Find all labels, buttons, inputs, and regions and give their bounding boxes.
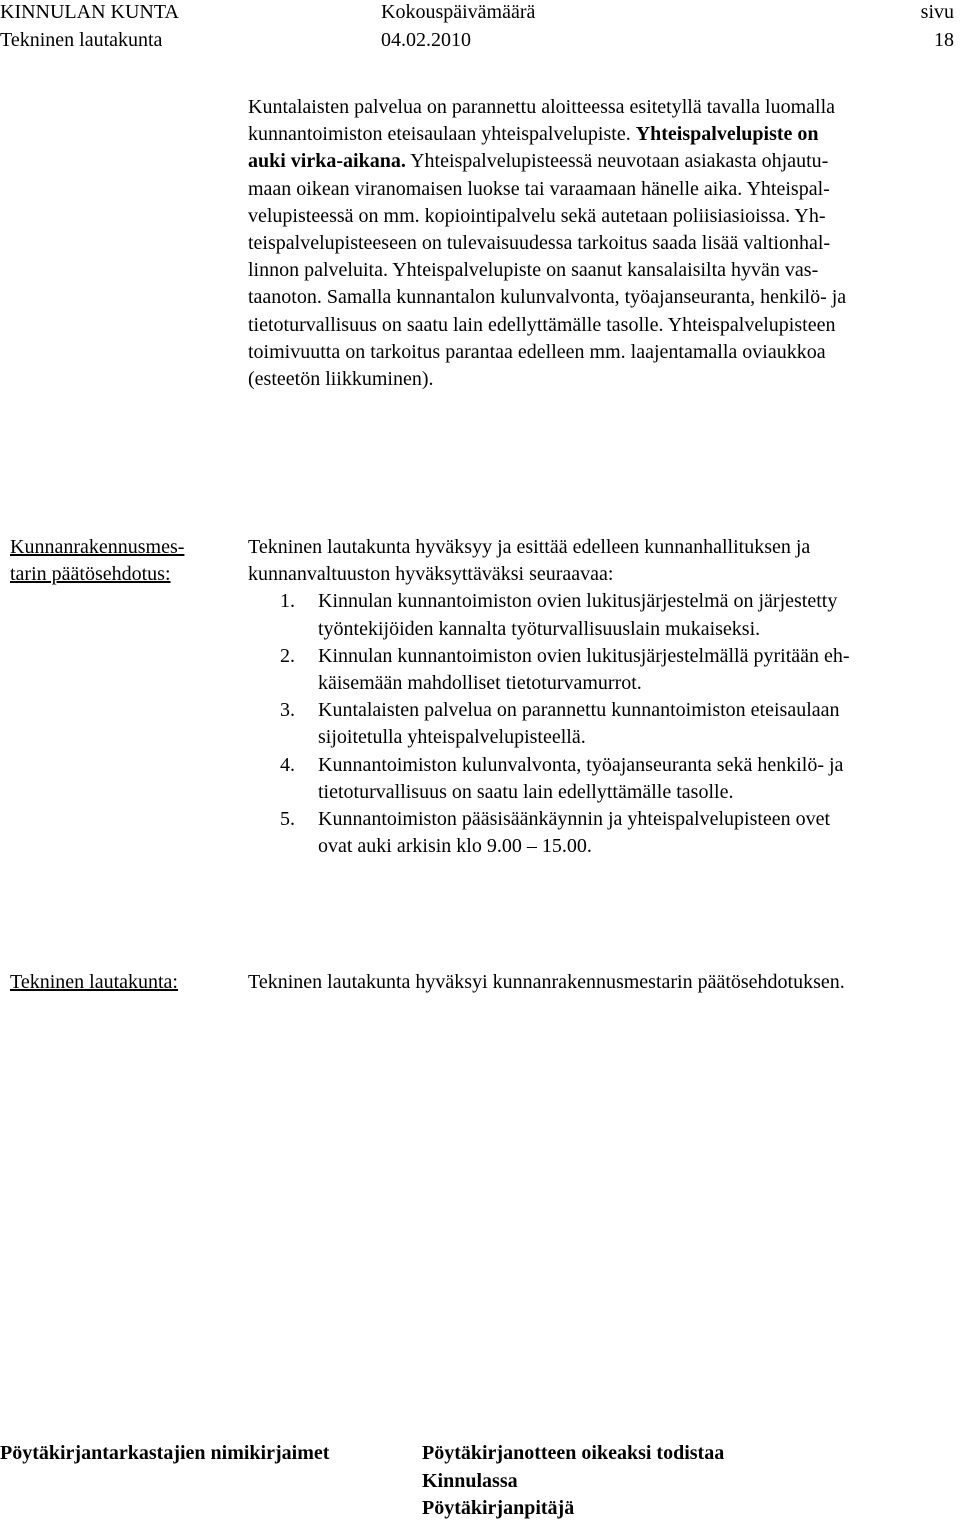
proposal-item-number: 2. [280,644,295,667]
footer-secretary: Pöytäkirjanpitäjä [422,1497,575,1519]
proposal-label: Kunnanrakennusmes- tarin päätösehdotus: [10,536,185,586]
proposal-lead: Tekninen lautakunta hyväksyy ja esittää edelleen kunnanhallituksen ja kunnanvaltuuston hyväksyttäväksi seuraavaa: [248,536,811,586]
proposal-item [248,752,960,806]
decision-text: Tekninen lautakunta hyväksyi kunnanrakennusmestarin päätösehdotuksen. [248,971,845,993]
proposal-item [248,697,960,751]
intro-text-2: Yhteispalvelupisteessä neuvotaan asiakasta ohjautu- maan oikean viranomaisen luokse tai varaamaan hänelle aika. Yhteispal- velupisteessä on mm. kopiointipalvelu sekä autetaan poliisiasioissa. Yh- teispalvelupisteeseen on tulevaisuudessa tarkoitus saada lisää valtionhal- linnon palveluita. Yhteispalvelupiste on saanut kansalaisilta hyvän vas- taanoton. Samalla kunnantalon kulunvalvonta, työajanseuranta, henkilö- ja tietoturvallisuus on saatu lain edellyttämälle tasolle. Yhteispalvelupisteen toimivuutta on tarkoitus parantaa edelleen mm. laajentamalla oviaukkoa (esteetön liikkuminen). [248,150,847,391]
proposal-item-text: Kinnulan kunnantoimiston ovien lukitusjärjestelmällä pyritään eh- käisemään mahdolliset tietoturvamurrot. [318,644,850,695]
proposal-item-number: 4. [280,753,295,776]
header-date: 04.02.2010 [381,29,471,51]
footer-certification-line: Pöytäkirjanotteen oikeaksi todistaa [422,1442,725,1464]
proposal-item-text: Kuntalaisten palvelua on parannettu kunnantoimiston eteisaulaan sijoitetulla yhteispalvelupisteellä. [318,699,840,749]
header-page-label: sivu [920,1,954,23]
footer-initials-label: Pöytäkirjantarkastajien nimikirjaimet [0,1442,330,1464]
decision-label: Tekninen lautakunta: [10,971,178,993]
proposal-item-text: Kunnantoimiston pääsisäänkäynnin ja yhteispalvelupisteen ovet ovat auki arkisin klo 9.00 – 15.00. [318,808,831,858]
proposal-list [248,588,960,860]
intro-paragraph [248,94,960,393]
proposal-item-number: 3. [280,699,295,722]
proposal-item [248,588,960,642]
intro-bold-text: Yhteispalvelupiste on auki virka-aikana. [248,123,819,173]
proposal-item [248,643,960,697]
proposal-item-number: 5. [280,808,295,831]
proposal-item [248,806,960,860]
proposal-item-text: Kunnantoimiston kulunvalvonta, työajanseuranta sekä henkilö- ja tietoturvallisuus on saatu lain edellyttämälle tasolle. [318,753,844,803]
proposal-item-number: 1. [280,590,295,613]
intro-text-1: Kuntalaisten palvelua on parannettu aloitteessa esitetyllä tavalla luomalla kunnantoimiston eteisaulaan yhteispalvelupiste. [248,96,836,146]
header-board: Tekninen lautakunta [0,29,163,51]
header-page-number: 18 [934,29,954,51]
header-date-label: Kokouspäivämäärä [381,1,536,23]
proposal-body [248,534,960,860]
proposal-item-text: Kinnulan kunnantoimiston ovien lukitusjärjestelmä on järjestetty työntekijöiden kannalta työturvallisuuslain mukaiseksi. [318,590,838,640]
footer-place: Kinnulassa [422,1469,518,1492]
header-org: KINNULAN KUNTA [0,1,179,23]
footer-certification [422,1440,724,1523]
